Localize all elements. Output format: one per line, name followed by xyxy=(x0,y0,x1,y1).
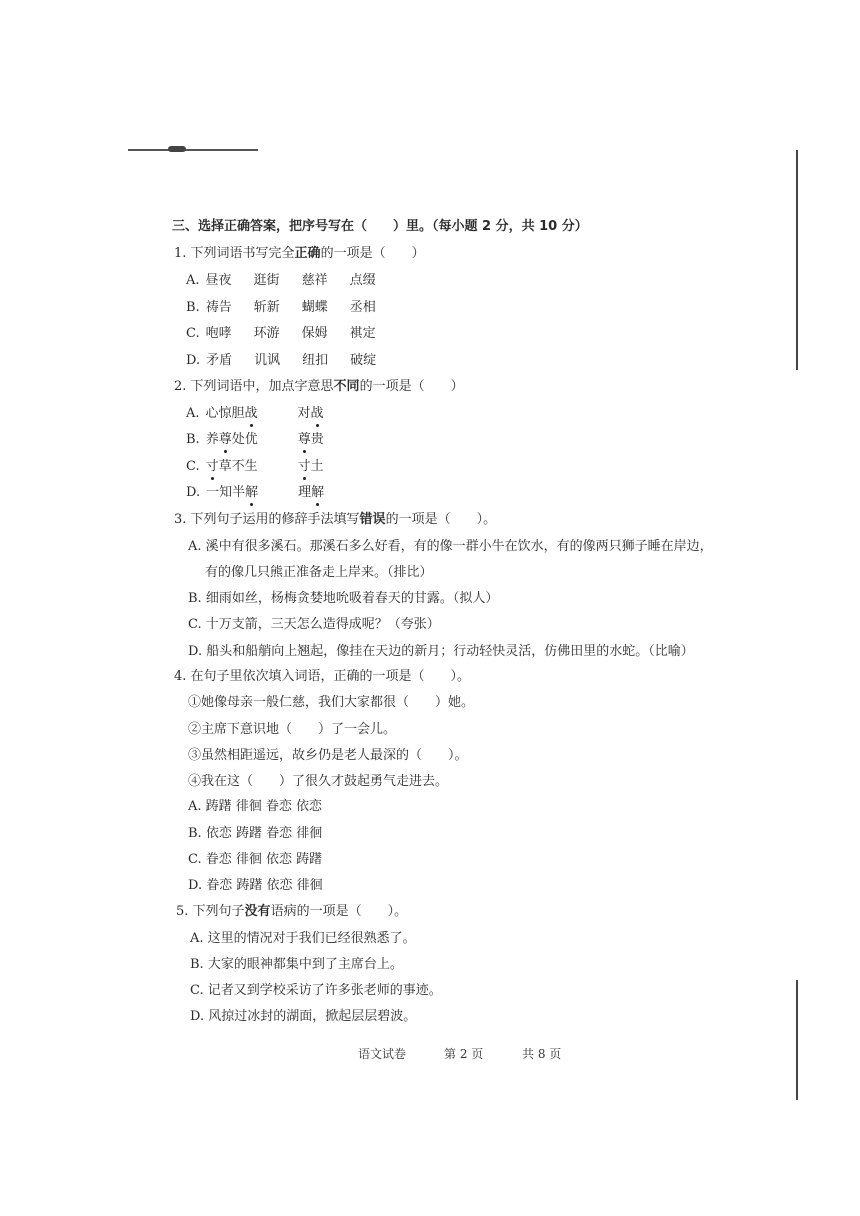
question-1-option-d: D. 矛盾 讥讽 纽扣 破绽 xyxy=(186,353,377,368)
scan-edge-line xyxy=(796,980,798,1100)
dotted-char: 解 xyxy=(245,485,259,500)
word-2: 对战 xyxy=(297,406,324,421)
question-2-option-a: A. 心惊胆战 对战 xyxy=(186,406,324,421)
word-1: 一知半解 xyxy=(206,485,259,500)
word-1: 寸草不生 xyxy=(205,459,258,474)
question-2-option-d: D. 一知半解 理解 xyxy=(186,485,325,500)
word-2: 寸土 xyxy=(297,459,324,474)
question-3-option-a-continued: 有的像几只熊正准备走上岸来。（排比） xyxy=(205,565,433,580)
question-1-option-c: C. 咆哮 环游 保姆 褀定 xyxy=(186,326,376,341)
question-4-option-c: C. 眷恋 徘徊 依恋 踌躇 xyxy=(188,852,323,867)
dotted-char: 战 xyxy=(310,406,324,421)
question-4-option-a: A. 踌躇 徘徊 眷恋 依恋 xyxy=(188,799,323,814)
question-5-option-a: A. 这里的情况对于我们已经很熟悉了。 xyxy=(190,931,416,946)
question-5-option-b: B. 大家的眼神都集中到了主席台上。 xyxy=(190,957,403,972)
question-3-option-d: D. 船头和船艄向上翘起，像挂在天边的新月；行动轻快灵活，仿佛田里的水蛇。（比喻） xyxy=(188,644,694,659)
dotted-char: 寸 xyxy=(297,459,311,474)
dotted-char: 尊 xyxy=(297,432,311,447)
question-5-stem: 5. 下列句子没有语病的一项是（ ）。 xyxy=(176,904,408,919)
question-4-sentence-2: ②主席下意识地（ ）了一会儿。 xyxy=(188,722,397,737)
question-3-stem: 3. 下列句子运用的修辞手法填写错误的一项是（ ）。 xyxy=(174,512,497,527)
question-4-option-d: D. 眷恋 踌躇 依恋 徘徊 xyxy=(188,878,323,893)
scan-edge-line xyxy=(796,150,798,370)
word-1: 养尊处优 xyxy=(205,432,258,447)
question-2-option-b: B. 养尊处优 尊贵 xyxy=(186,432,324,447)
question-3-option-a: A. 溪中有很多溪石。那溪石多么好看，有的像一群小牛在饮水，有的像两只狮子睡在岸边， xyxy=(188,539,713,554)
word-1: 心惊胆战 xyxy=(205,406,258,421)
question-4-sentence-3: ③虽然相距遥远，故乡仍是老人最深的（ ）。 xyxy=(188,748,468,763)
dotted-char: 尊 xyxy=(218,432,232,447)
question-3-option-c: C. 十万支箭，三天怎么造得成呢？（夸张） xyxy=(188,617,440,632)
dotted-char: 寸 xyxy=(205,459,219,474)
question-1-option-a: A. 昼夜 逛街 慈祥 点缀 xyxy=(186,273,376,288)
scan-mark xyxy=(128,149,258,151)
word-2: 尊贵 xyxy=(297,432,324,447)
footer-page-number: 第 2 页 xyxy=(444,1047,484,1061)
question-5-option-c: C. 记者又到学校采访了许多张老师的事迹。 xyxy=(190,983,442,998)
word-2: 理解 xyxy=(298,485,325,500)
question-4-stem: 4. 在句子里依次填入词语，正确的一项是（ ）。 xyxy=(174,669,471,684)
question-4-sentence-4: ④我在这（ ）了很久才鼓起勇气走进去。 xyxy=(188,774,449,789)
question-2-option-c: C. 寸草不生 寸土 xyxy=(186,459,324,474)
dotted-char: 解 xyxy=(311,485,325,500)
question-4-option-b: B. 依恋 踌躇 眷恋 徘徊 xyxy=(188,826,323,841)
question-5-option-d: D. 风掠过冰封的湖面，掀起层层碧波。 xyxy=(190,1009,417,1024)
question-2-stem: 2. 下列词语中，加点字意思不同的一项是（ ） xyxy=(174,379,464,394)
footer-subject: 语文试卷 xyxy=(358,1047,407,1061)
question-1-stem: 1. 下列词语书写完全正确的一项是（ ） xyxy=(174,246,425,261)
footer-total-pages: 共 8 页 xyxy=(522,1047,562,1061)
scan-mark xyxy=(168,146,186,152)
question-4-sentence-1: ①她像母亲一般仁慈，我们大家都很（ ）她。 xyxy=(188,695,475,710)
section-title: 三、选择正确答案，把序号写在（ ）里。（每小题 2 分，共 10 分） xyxy=(172,219,588,234)
question-1-option-b: B. 祷告 斩新 蝴蝶 丞相 xyxy=(186,300,376,315)
dotted-char: 战 xyxy=(244,406,258,421)
question-3-option-b: B. 细雨如丝，杨梅贪婪地吮吸着春天的甘露。（拟人） xyxy=(188,591,499,606)
